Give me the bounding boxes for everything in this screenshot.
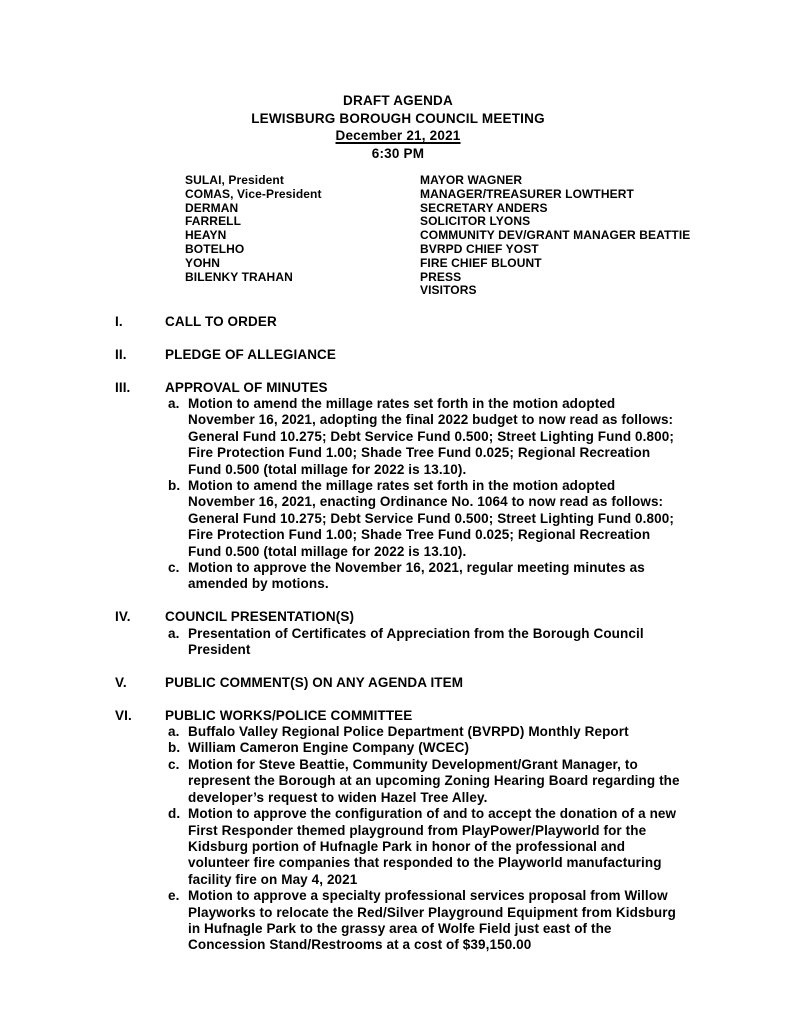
attendee-name: COMMUNITY DEV/GRANT MANAGER BEATTIE: [420, 228, 691, 243]
agenda-body: [115, 314, 745, 954]
agenda-section-council-presentations: [115, 609, 745, 658]
council-members-column: [185, 174, 420, 298]
agenda-section-call-to-order: [115, 314, 745, 330]
section-numeral: II.: [115, 346, 127, 362]
attendee-name: FIRE CHIEF BLOUNT: [420, 255, 542, 270]
officials-column: [420, 174, 690, 298]
item-letter: a.: [168, 724, 180, 740]
section-title: APPROVAL OF MINUTES: [165, 379, 328, 395]
attendee-name: VISITORS: [420, 283, 477, 298]
item-letter: e.: [168, 888, 180, 904]
meeting-time: 6:30 PM: [371, 145, 425, 161]
section-title: CALL TO ORDER: [165, 314, 277, 329]
agenda-item: [168, 888, 745, 954]
item-letter: a.: [168, 396, 180, 411]
attendee-name: HEAYN: [185, 228, 227, 243]
agenda-item: [168, 626, 745, 659]
item-text: Motion to amend the millage rates set forth in the motion adopted November 16, 2021, adopting the final 2022 budget to now read as follows: General Fund 10.275; Debt Service Fund 0.500; Street Lighting Fund 0.800; Fire Protection Fund 1.00; Shade Tree Fund 0.025; Regional Recreation Fund 0.500 (total millage for 2022 is 13.10).: [188, 396, 674, 477]
agenda-section-approval-of-minutes: [115, 380, 745, 593]
agenda-item: [168, 740, 745, 756]
section-numeral: I.: [115, 314, 123, 329]
attendee-name: YOHN: [185, 255, 221, 270]
section-title: PUBLIC WORKS/POLICE COMMITTEE: [165, 707, 413, 723]
attendee-name: BILENKY TRAHAN: [185, 269, 293, 284]
meeting-title: LEWISBURG BOROUGH COUNCIL MEETING: [251, 110, 545, 126]
draft-agenda-title: DRAFT AGENDA: [343, 93, 453, 108]
item-letter: b.: [168, 478, 181, 494]
item-text: Motion to approve the configuration of and to accept the donation of a new First Responder themed playground from PlayPower/Playworld for the Kidsburg portion of Hufnagle Park in honor of the professional and volunteer fire companies that responded to the Playworld manufacturing facility fire on May 4, 2021: [188, 806, 677, 887]
section-title: COUNCIL PRESENTATION(S): [165, 609, 355, 625]
item-letter: d.: [168, 806, 181, 822]
item-letter: c.: [168, 756, 180, 772]
item-text: Buffalo Valley Regional Police Department (BVRPD) Monthly Report: [188, 724, 629, 740]
agenda-section-public-works-police: [115, 708, 745, 954]
item-text: Motion to approve the November 16, 2021, regular meeting minutes as amended by motions.: [188, 560, 645, 592]
item-text: Motion to amend the millage rates set forth in the motion adopted November 16, 2021, enacting Ordinance No. 1064 to now read as follows: General Fund 10.275; Debt Service Fund 0.500; Street Lighting Fund 0.800; Fire Protection Fund 1.00; Shade Tree Fund 0.025; Regional Recreation Fund 0.500 (total millage for 2022 is 13.10).: [188, 478, 674, 559]
attendee-name: PRESS: [420, 269, 462, 284]
item-letter: c.: [168, 560, 180, 576]
agenda-section-public-comments: [115, 675, 745, 691]
attendees-list: [185, 174, 690, 298]
agenda-item: [168, 396, 745, 478]
item-text: Motion for Steve Beattie, Community Development/Grant Manager, to represent the Borough at an upcoming Zoning Hearing Board regarding the developer’s request to widen Hazel Tree Alley.: [188, 756, 680, 805]
attendee-name: SECRETARY ANDERS: [420, 200, 548, 215]
attendee-name: MAYOR WAGNER: [420, 173, 523, 187]
section-numeral: V.: [115, 674, 127, 690]
agenda-item: [168, 478, 745, 560]
section-title: PUBLIC COMMENT(S) ON ANY AGENDA ITEM: [165, 674, 464, 690]
item-letter: b.: [168, 740, 181, 756]
attendee-name: BVRPD CHIEF YOST: [420, 241, 539, 256]
attendee-name: DERMAN: [185, 200, 239, 215]
section-numeral: VI.: [115, 707, 132, 723]
agenda-item: [168, 757, 745, 806]
item-letter: a.: [168, 625, 180, 641]
agenda-item: [168, 806, 745, 888]
section-numeral: IV.: [115, 609, 131, 625]
agenda-section-pledge: [115, 347, 745, 363]
attendee-name: COMAS, Vice-President: [185, 186, 322, 201]
section-title: PLEDGE OF ALLEGIANCE: [165, 346, 337, 362]
attendee-name: SULAI, President: [185, 173, 284, 187]
attendee-name: MANAGER/TREASURER LOWTHERT: [420, 186, 634, 201]
item-text: Presentation of Certificates of Appreciation from the Borough Council President: [188, 625, 644, 658]
item-text: William Cameron Engine Company (WCEC): [188, 740, 470, 756]
meeting-date: December 21, 2021: [335, 128, 461, 144]
agenda-item: [168, 560, 745, 593]
attendee-name: FARRELL: [185, 214, 242, 229]
attendee-name: SOLICITOR LYONS: [420, 214, 531, 229]
item-text: Motion to approve a specialty professional services proposal from Willow Playworks to relocate the Red/Silver Playground Equipment from Kidsburg in Hufnagle Park to the grassy area of Wolfe Field just east of the Concession Stand/Restrooms at a cost of $39,150.00: [188, 888, 676, 953]
section-numeral: III.: [115, 379, 131, 395]
agenda-item: [168, 724, 745, 740]
attendee-name: BOTELHO: [185, 241, 245, 256]
document-header: [0, 92, 796, 162]
